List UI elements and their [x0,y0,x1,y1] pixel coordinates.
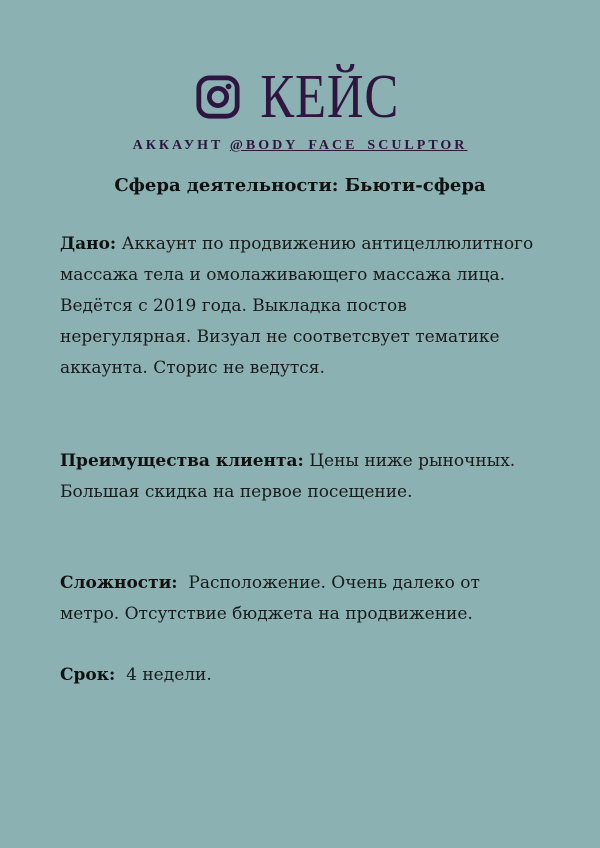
account-line [0,138,600,154]
header [0,63,600,131]
section-term-text: 4 недели. [115,665,212,685]
section-given-text: Аккаунт по продвижению антицеллюлитного массажа тела и омолаживающего массажа лица. Ведётся с 2019 года. Выкладка постов нерегулярная. Визуал не соответсвует тематике аккаунта. Сторис не ведутся. [60,234,534,378]
section-difficulties-text: Расположение. Очень далеко от метро. Отсутствие бюджета на продвижение. [60,573,486,624]
section-given [60,229,540,384]
section-term-label: Срок: [60,665,116,685]
section-advantages-label: Преимущества клиента: [60,451,304,471]
sphere-heading: Сфера деятельности: Бьюти-сфера [114,175,486,196]
section-difficulties [60,568,540,630]
instagram-icon [195,74,241,120]
section-difficulties-label: Сложности: [60,573,178,593]
account-handle-link[interactable]: @BODY_FACE_SCULPTOR [229,138,468,153]
section-term [60,660,540,691]
section-advantages [60,446,540,508]
account-prefix: АККАУНТ [132,138,230,153]
section-advantages-text: Цены ниже рыночных. Большая скидка на первое посещение. [60,451,516,502]
section-given-label: Дано: [60,234,117,254]
page-title: КЕЙС [260,63,400,131]
